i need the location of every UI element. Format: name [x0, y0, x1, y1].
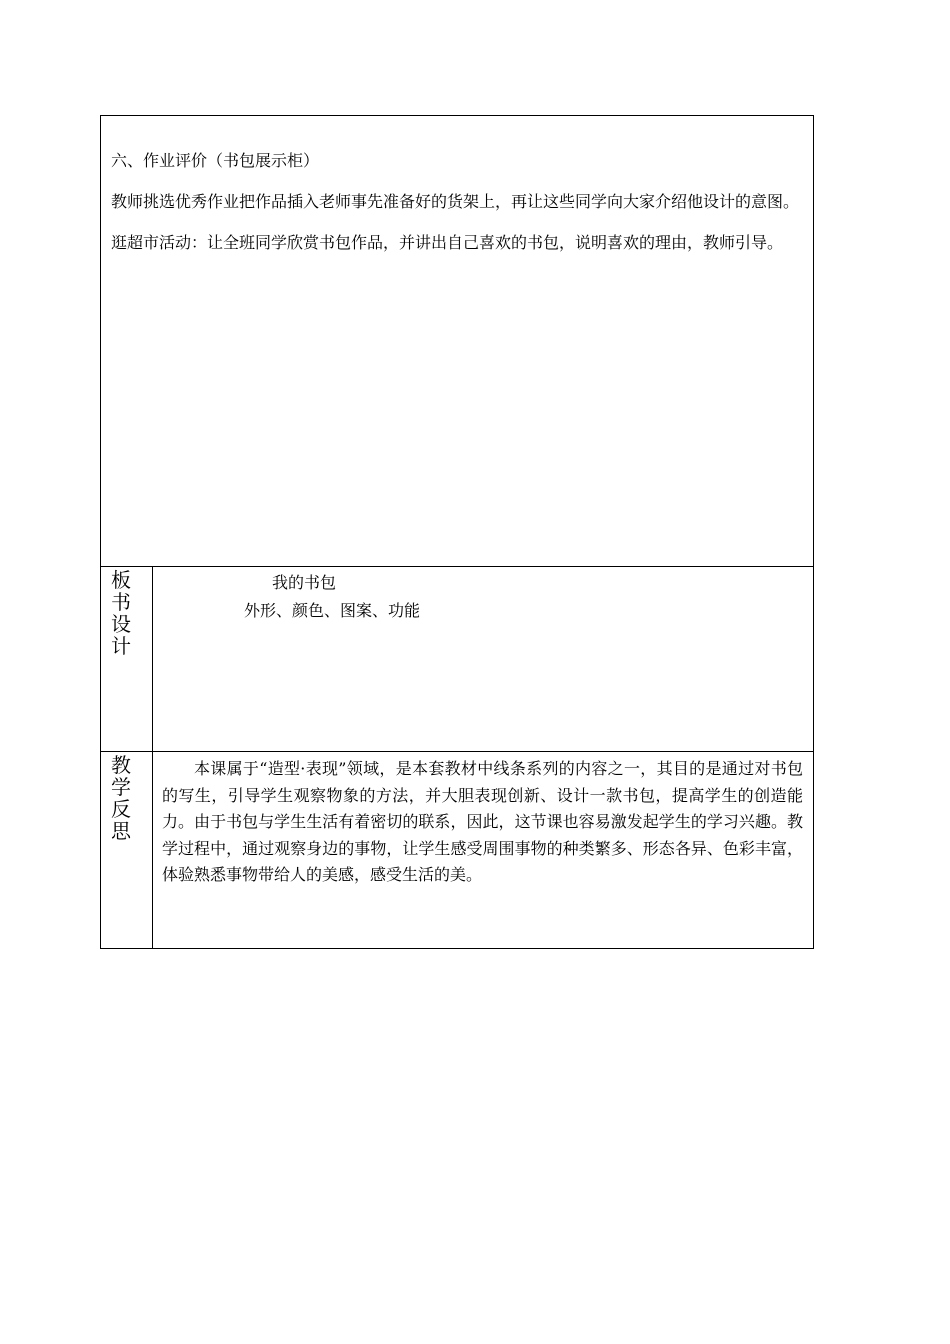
teaching-reflection-content	[153, 752, 814, 949]
label-char: 学	[111, 775, 131, 799]
label-char: 设	[111, 612, 131, 636]
reflection-paragraph: 本课属于“造型·表现”领域，是本套教材中线条系列的内容之一，其目的是通过对书包的写生，引导学生观察物象的方法，并大胆表现创新、设计一款书包，提高学生的创造能力。由于书包与学生生活有着密切的联系，因此，这节课也容易激发起学生的学习兴趣。教学过程中，通过观察身边的事物，让学生感受周围事物的种类繁多、形态各异、色彩丰富，体验熟悉事物带给人的美感，感受生活的美。	[162, 759, 804, 884]
board-design-content	[153, 567, 814, 752]
teaching-reflection-row	[101, 752, 814, 949]
section-heading: 六、作业评价（书包展示柜）	[111, 151, 320, 170]
label-char: 板	[111, 568, 131, 592]
label-char: 计	[111, 634, 131, 658]
teacher-selection-paragraph: 教师挑选优秀作业把作品插入老师事先准备好的货架上，再让这些同学向大家介绍他设计的意图。	[111, 192, 800, 211]
board-title: 我的书包	[272, 573, 337, 592]
homework-evaluation-row	[101, 116, 814, 567]
teaching-reflection-label	[101, 752, 153, 949]
label-char: 教	[111, 753, 131, 777]
board-items: 外形、颜色、图案、功能	[244, 601, 421, 620]
label-char: 书	[111, 590, 131, 614]
homework-evaluation-cell	[101, 116, 814, 567]
label-char: 反	[111, 797, 131, 821]
board-design-label	[101, 567, 153, 752]
board-design-row	[101, 567, 814, 752]
lesson-plan-table	[100, 115, 814, 949]
label-char: 思	[111, 819, 131, 843]
supermarket-activity-paragraph: 逛超市活动：让全班同学欣赏书包作品，并讲出自己喜欢的书包，说明喜欢的理由，教师引导。	[111, 233, 784, 252]
